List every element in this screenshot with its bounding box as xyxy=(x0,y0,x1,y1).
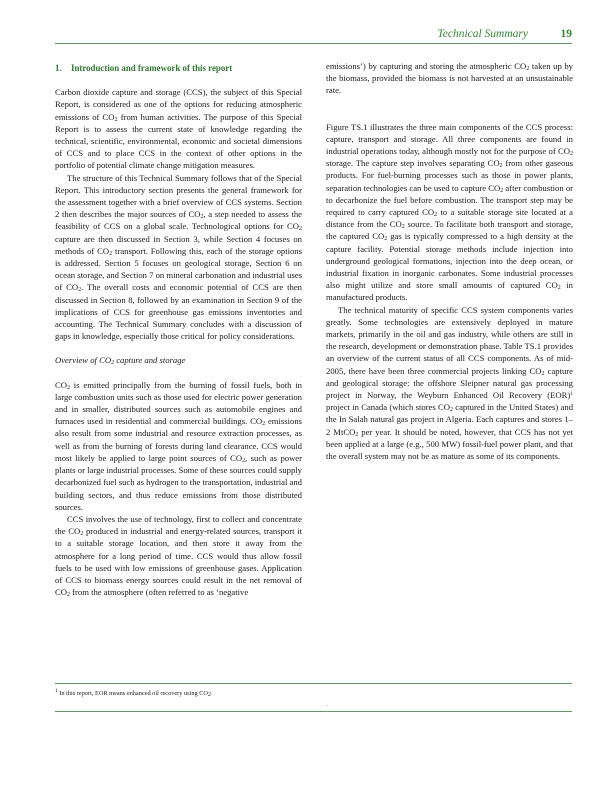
text-run: , such as power plants or large industrial processes. Some of these sources could supply decarbonized fuel such as hydrogen to the transportation, industrial and building sectors, and thus reduce emissions from those distributed sources. xyxy=(55,452,302,512)
footnote-ref[interactable]: 1 xyxy=(570,391,573,398)
section-title: Introduction and framework of this report xyxy=(71,63,233,73)
paragraph xyxy=(326,121,573,304)
section-number: 1. xyxy=(55,63,62,73)
text-run: Carbon dioxide capture and storage (CCS), the subject of this Special Report, is considered as one of the options for reducing atmospheric emissions of CO xyxy=(55,87,302,122)
paragraph xyxy=(326,304,573,463)
text-run: after combustion or to decarbonize the fuel before combustion. The transport step may be required to carry captured CO xyxy=(326,182,574,218)
subscript: 2 xyxy=(355,431,359,438)
subscript: 2 xyxy=(200,214,204,221)
text-run: captured in the United States) and the In Salah natural gas project in Algeria. Each captures and stores 1–2 MtCO xyxy=(326,402,574,437)
text-run: transport. Following this, each of the storage options is addressed. Section 5 focuses on geological storage, Section 6 on ocean storage, and Section 7 on mineral carbonation and industrial uses of CO xyxy=(55,245,302,293)
subscript: 2 xyxy=(499,163,503,170)
text-run: from other gaseous products. For fuel-burning processes such as those in power plants, separation technologies can be used to capture CO xyxy=(326,158,573,193)
subscript: 2 xyxy=(434,212,438,219)
text-run: emissions also result from some industrial and resource extraction processes, as well as from the burning of forests during land clearance. CCS would most likely be applied to large point sources of CO xyxy=(55,416,302,463)
paragraph xyxy=(55,513,302,598)
subscript: 2 xyxy=(66,384,70,391)
paragraph xyxy=(55,379,302,513)
subscript: 2 xyxy=(541,370,545,377)
text-run: produced in industrial and energy-related sources, transport it to a suitable storage location, and then store it away from the atmosphere for a long period of time. CCS would thus allow fossil fuels to be used with low emissions of greenhouse gases. Application of CCS to biomass energy sources could result in the net removal of CO xyxy=(55,526,302,598)
text-run: from human activities. The purpose of this Special Report is to assess the current state of knowledge regarding the technical, scientific, environmental, economic and societal dimensions of CCS and to place CCS in the context of other options in the portfolio of potential climate change mitigation measures. xyxy=(55,111,302,171)
text-run: in manufactured products. xyxy=(326,280,573,303)
text-run: capture and geological storage: the offshore Sleipner natural gas processing project in Norway, the Weyburn Enhanced Oil Recovery (EOR) xyxy=(326,365,573,401)
paragraph xyxy=(326,60,573,97)
page-number: 19 xyxy=(560,28,572,40)
subscript: 2 xyxy=(78,287,82,294)
header-rule xyxy=(55,43,572,44)
subscript: 2 xyxy=(299,226,302,233)
footer-rule xyxy=(55,711,572,712)
footnote xyxy=(55,690,211,697)
subscript: 2 xyxy=(242,457,246,464)
text-run: Figure TS.1 illustrates the three main components of the CCS process: capture, transport and storage. All three components are found in industrial operations today, although mostly not for the purpose of CO xyxy=(326,121,573,157)
subscript: 2 xyxy=(401,224,405,231)
subscript: 2 xyxy=(111,360,115,367)
spacer xyxy=(326,97,573,121)
text-run: taken up by the biomass, provided the biomass is not harvested at an unsustainable rate. xyxy=(326,61,573,96)
footer-dot: . xyxy=(327,702,329,708)
footnote-rule xyxy=(55,683,572,684)
text-run: The structure of this Technical Summary follows that of the Special Report. This introductory section presents the general framework for the assessment together with a brief overview of CCS systems. Section 2 then describes the major sources of CO xyxy=(55,172,302,220)
paragraph xyxy=(55,172,302,343)
subscript: 2 xyxy=(207,692,211,698)
text-run: project in Canada (which stores CO xyxy=(326,402,450,413)
section-heading xyxy=(55,62,302,74)
text-run: , a step needed to assess the feasibility of CCS on a global scale. Technological options for CO xyxy=(55,209,302,232)
text-run: capture are then discussed in Section 3, while Section 4 focuses on methods of CO xyxy=(55,233,302,256)
subscript: 2 xyxy=(526,66,530,72)
subscript: 2 xyxy=(109,250,113,257)
text-run: CO xyxy=(55,379,67,390)
text-run: capture and storage xyxy=(114,355,186,366)
subscript: 2 xyxy=(66,592,70,599)
text-run: storage. The capture step involves separating CO xyxy=(326,158,500,169)
subscript: 2 xyxy=(262,421,266,428)
text-run: CCS involves the use of technology, first to collect and concentrate the CO xyxy=(55,513,302,537)
text-run: from the atmosphere (often referred to as ‘negative xyxy=(69,587,249,598)
subsection-heading xyxy=(55,354,302,366)
paragraph xyxy=(55,86,302,171)
subscript: 2 xyxy=(570,151,573,158)
footnote-marker: 1 xyxy=(55,688,58,694)
left-column xyxy=(55,60,302,598)
text-run: is emitted principally from the burning of fossil fuels, both in large combustion units such as those used for electric power generation and in smaller, distributed sources such as automobile engines and furnaces used in residential and commercial buildings. CO xyxy=(55,379,302,427)
right-column xyxy=(326,60,573,462)
running-header xyxy=(55,28,572,44)
subscript: 2 xyxy=(114,116,118,123)
text-run: gas is typically compressed to a high density at the capture facility. Potential storage methods include injection into underground geological formations, injection into the deep ocean, or industrial fixation in inorganic carbonates. Some industrial processes also might utilize and store small amounts of captured CO xyxy=(326,231,573,291)
text-run: emissions’) by capturing and storing the atmospheric CO xyxy=(326,61,527,71)
subscript: 2 xyxy=(557,285,561,292)
running-header-title: Technical Summary xyxy=(437,28,528,40)
text-run: source. To facilitate both transport and storage, the captured CO xyxy=(326,219,573,242)
subscript: 2 xyxy=(80,531,84,538)
text-run: The technical maturity of specific CCS system components varies greatly. Some technologies are extensively deployed in mature markets, primarily in the oil and gas industry, while others are still in the research, development or demonstration phase. Table TS.1 provides an overview of the current status of all CCS components. As of mid-2005, there have been three commercial projects linking CO xyxy=(326,304,573,376)
text-run: . The overall costs and economic potential of CCS are then discussed in Section 8, followed by an examination in Section 9 of the implications of CCS for greenhouse gas emissions inventories and accounting. The Technical Summary concludes with a discussion of gaps in knowledge, especially those critical for policy considerations. xyxy=(55,282,302,342)
subscript: 2 xyxy=(449,407,453,414)
subscript: 2 xyxy=(384,236,388,243)
text-run: Overview of CO xyxy=(55,355,112,366)
subscript: 2 xyxy=(500,187,504,194)
text-run: per year. It should be noted, however, that CCS has not yet been applied at a large (e.g., 500 MW) fossil-fuel power plant, and that the overall system may not be as mature as some of its components. xyxy=(326,426,573,462)
footnote-text: In this report, EOR means enhanced oil recovery using CO xyxy=(57,690,208,697)
text-run: to a suitable storage site located at a distance from the CO xyxy=(326,207,573,230)
